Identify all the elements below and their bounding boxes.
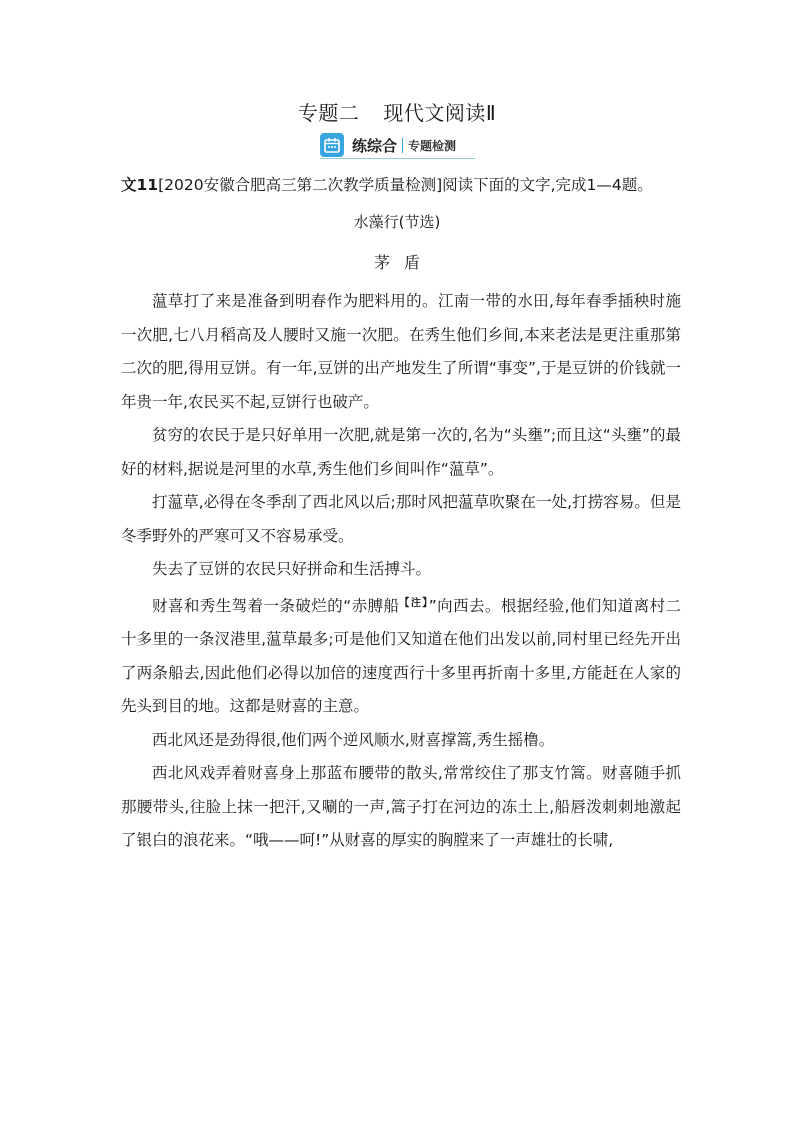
badge-label: 练综合 — [352, 136, 398, 155]
paragraph: 失去了豆饼的农民只好拼命和生活搏斗。 — [152, 560, 432, 578]
question-intro — [121, 173, 681, 195]
question-number: 文11 — [121, 176, 159, 194]
badge-divider — [402, 138, 403, 153]
article-body — [121, 285, 681, 858]
paragraph-text: 财喜和秀生驾着一条破烂的“赤膊船 — [152, 596, 400, 615]
title-part2: 现代文阅读Ⅱ — [383, 101, 497, 125]
page-title — [0, 97, 794, 126]
question-source: [2020安徽合肥高三第二次教学质量检测]阅读下面的文字,完成1—4题。 — [158, 176, 653, 194]
footnote-marker: 【注】 — [399, 597, 429, 609]
paragraph: 打蕰草,必得在冬季刮了西北风以后;那时风把蕰草吹聚在一处,打捞容易。但是冬季野外的严寒可又不容易承受。 — [121, 493, 681, 545]
paragraph: 西北风戏弄着财喜身上那蓝布腰带的散头,常常绞住了那支竹篙。财喜随手抓那腰带头,往脸上抹一把汗,又唰的一声,篙子打在河边的冻土上,船唇泼刺刺地激起了银白的浪花来。“哦——呵!”从财喜的厚实的胸膛来了一声雄壮的长啸, — [121, 764, 681, 849]
title-part1: 专题二 — [297, 101, 360, 125]
paragraph — [121, 587, 681, 724]
article-title: 水藻行(节选) — [353, 213, 441, 231]
paragraph: 贫穷的农民于是只好单用一次肥,就是第一次的,名为“头壅”;而且这“头壅”的最好的材料,据说是河里的水草,秀生他们乡间叫作“蕰草”。 — [121, 426, 681, 478]
paragraph: 西北风还是劲得很,他们两个逆风顺水,财喜撑篙,秀生摇橹。 — [152, 730, 555, 749]
section-badge — [320, 132, 456, 158]
paragraph-text: ”向西去。根据经验,他们知道离村二十多里的一条汊港里,蕰草最多;可是他们又知道在他们出发以前,同村里已经先开出了两条船去,因此他们必得以加倍的速度西行十多里再折南十多里,方能赶在人家的先头到目的地。这都是财喜的主意。 — [121, 596, 682, 715]
article-author: 茅盾 — [373, 253, 434, 272]
calendar-icon — [320, 133, 344, 157]
badge-sub: 专题检测 — [408, 138, 457, 153]
paragraph: 蕰草打了来是准备到明春作为肥料用的。江南一带的水田,每年春季插秧时施一次肥,七八月稻高及人腰时又施一次肥。在秀生他们乡间,本来老法是更注重那第二次的肥,得用豆饼。有一年,豆饼的出产地发生了所谓“事变”,于是豆饼的价钱就一年贵一年,农民买不起,豆饼行也破产。 — [121, 292, 681, 411]
badge-underline — [320, 158, 475, 159]
